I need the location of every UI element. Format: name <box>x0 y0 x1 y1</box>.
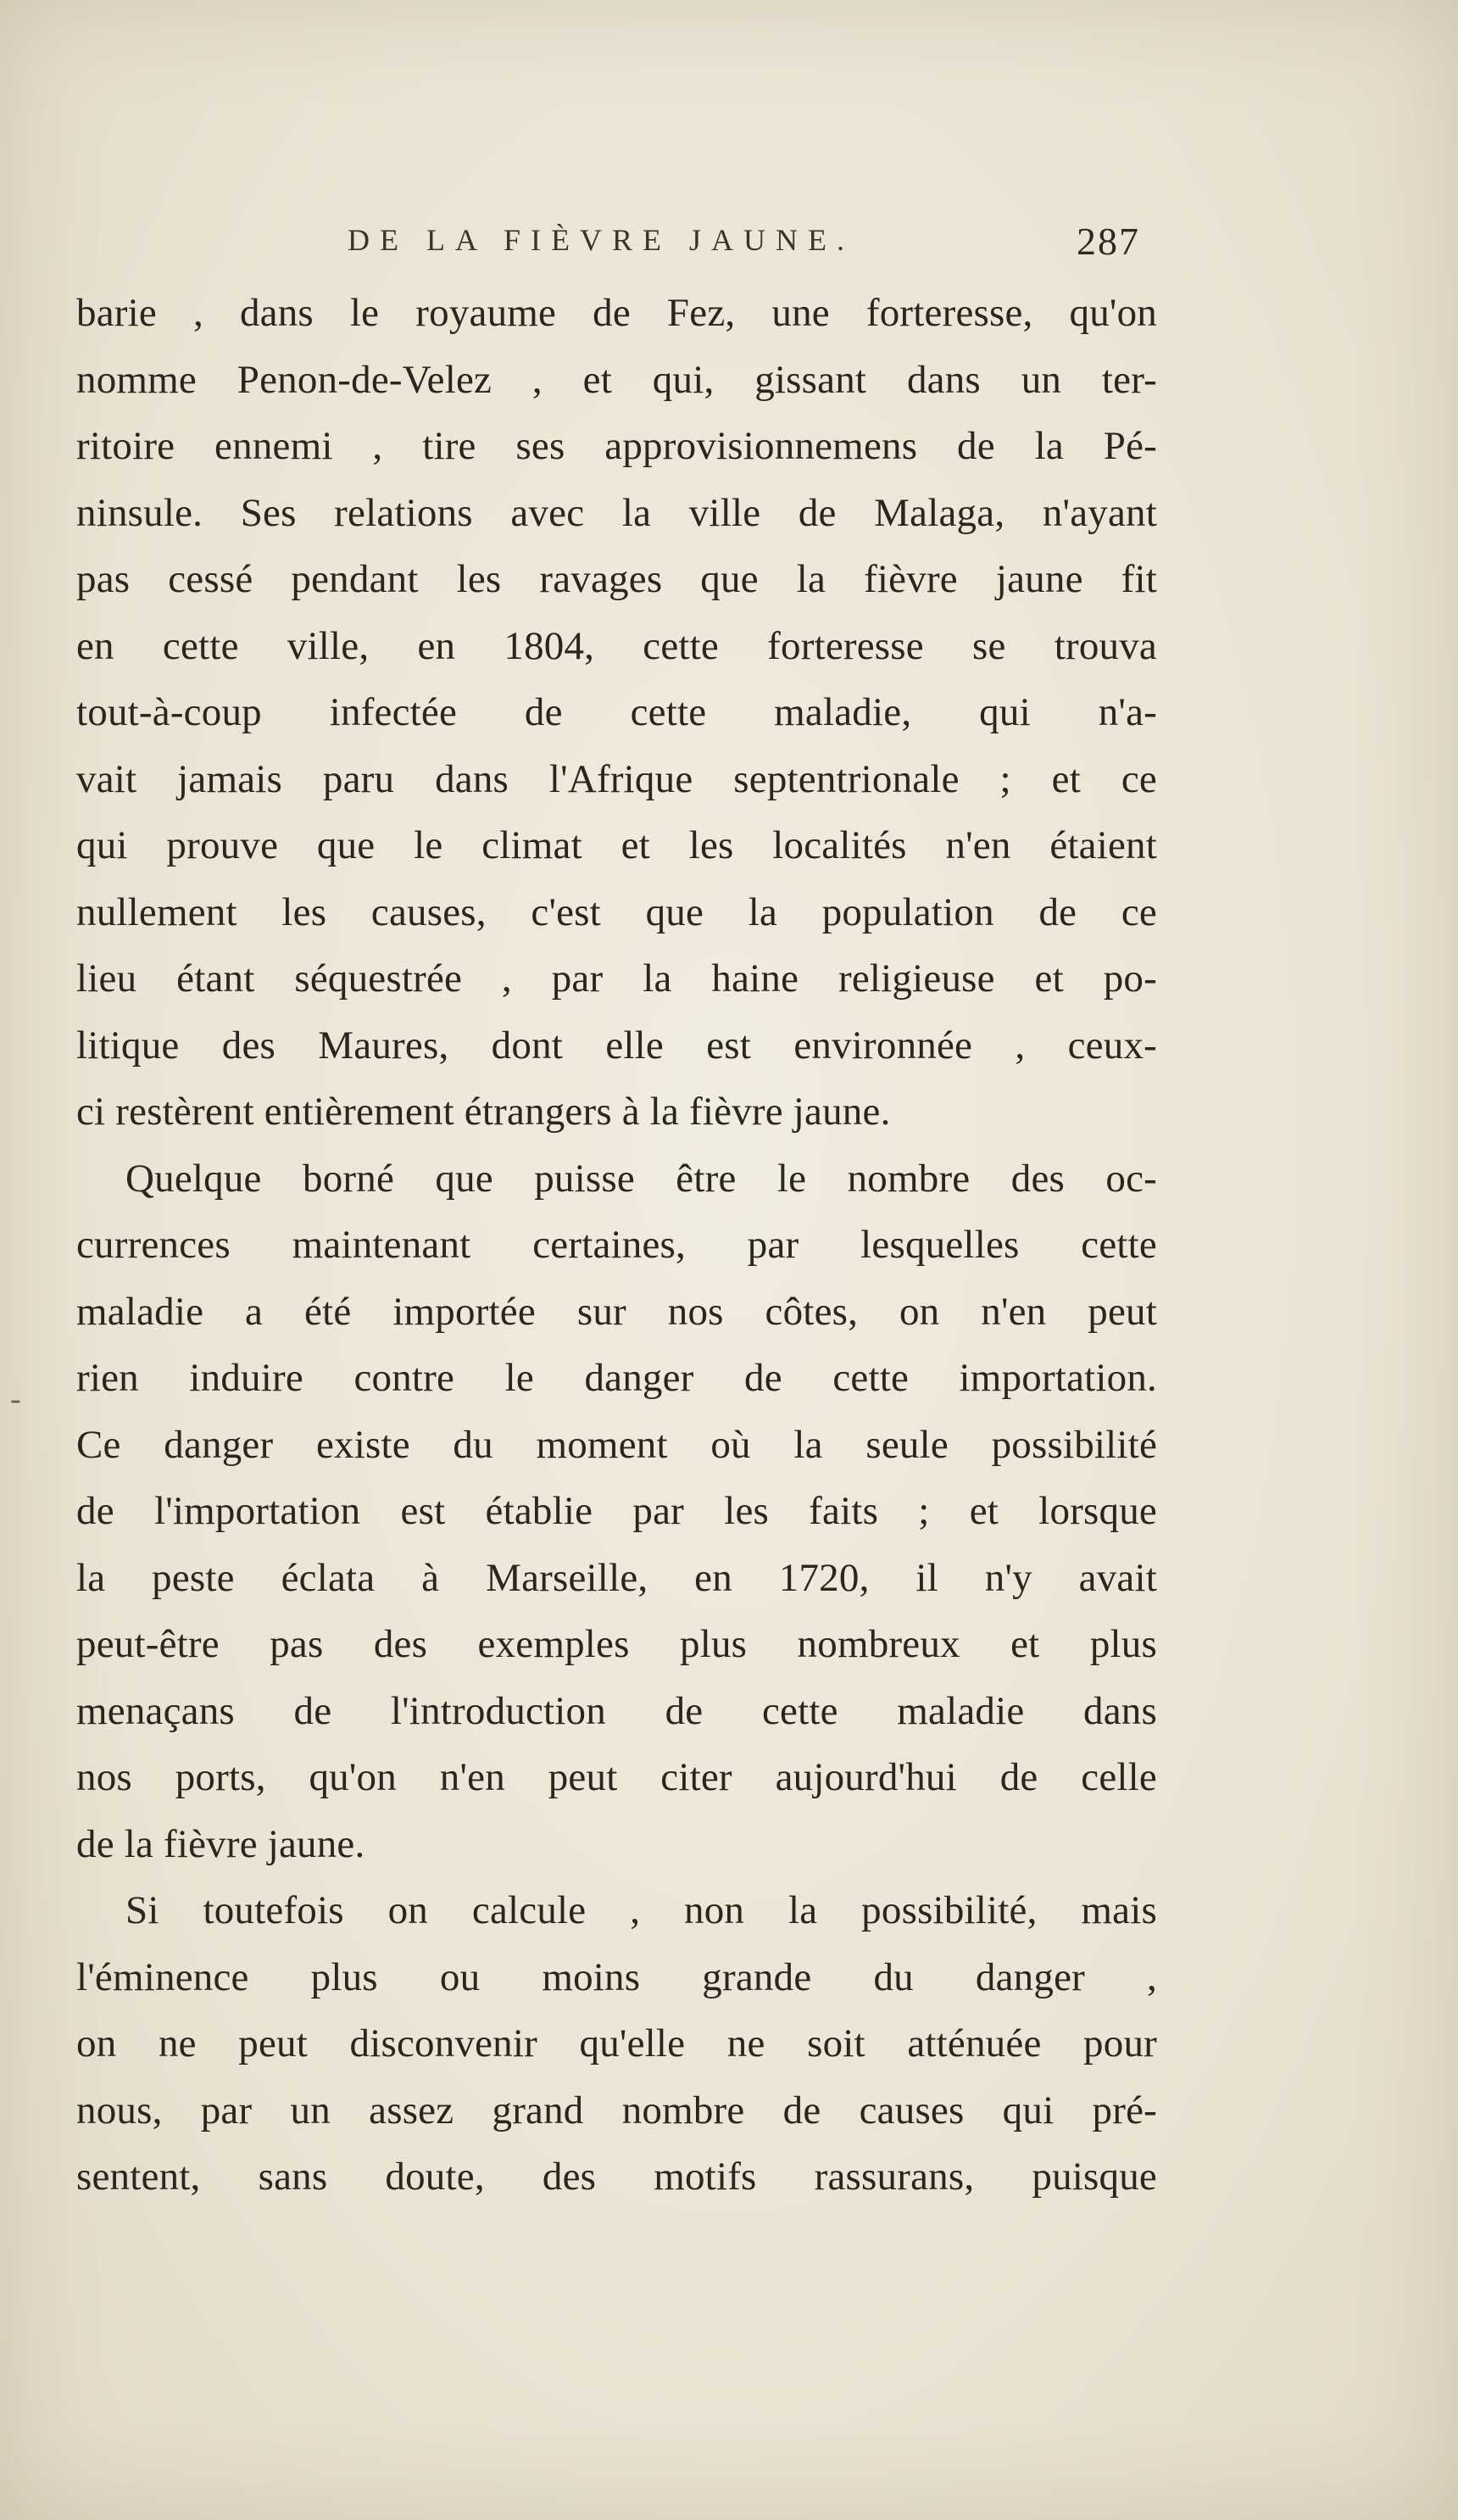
text-line: la peste éclata à Marseille, en 1720, il n'y avait <box>76 1555 1157 1600</box>
text-line: nomme Penon-de-Velez , et qui, gissant dans un ter- <box>76 357 1157 402</box>
text-line: litique des Maures, dont elle est environnée , ceux- <box>76 1023 1157 1068</box>
text-line: nullement les causes, c'est que la population de ce <box>76 889 1157 934</box>
text-line: de la fièvre jaune. <box>76 1821 365 1866</box>
text-line: barie , dans le royaume de Fez, une forteresse, qu'on <box>76 291 1157 335</box>
margin-mark: - <box>10 1381 21 1417</box>
text-line: ritoire ennemi , tire ses approvisionnemens de la Pé- <box>76 424 1157 468</box>
text-line: on ne peut disconvenir qu'elle ne soit atténuée pour <box>76 2021 1157 2066</box>
page-header <box>76 219 1157 270</box>
paragraph-start: Quelque borné que puisse être le nombre des oc- <box>125 1156 1157 1201</box>
text-line: de l'importation est établie par les faits ; et lorsque <box>76 1489 1157 1533</box>
text-line: qui prouve que le climat et les localités n'en étaient <box>76 823 1157 867</box>
text-line: Ce danger existe du moment où la seule possibilité <box>76 1422 1157 1467</box>
text-line: l'éminence plus ou moins grande du danger , <box>76 1954 1157 1999</box>
text-line: peut-être pas des exemples plus nombreux et plus <box>76 1622 1157 1666</box>
text-line: tout-à-coup infectée de cette maladie, qui n'a- <box>76 690 1157 734</box>
text-line: ci restèrent entièrement étrangers à la fièvre jaune. <box>76 1090 891 1134</box>
text-line: menaçans de l'introduction de cette maladie dans <box>76 1688 1157 1733</box>
running-title: DE LA FIÈVRE JAUNE. <box>348 223 854 257</box>
text-line: ninsule. Ses relations avec la ville de Malaga, n'ayant <box>76 490 1157 535</box>
text-line: currences maintenant certaines, par lesquelles cette <box>76 1223 1157 1267</box>
text-line: rien induire contre le danger de cette importation. <box>76 1356 1157 1400</box>
text-line: lieu étant séquestrée , par la haine religieuse et po- <box>76 956 1157 1001</box>
text-line: pas cessé pendant les ravages que la fièvre jaune fit <box>76 557 1157 601</box>
text-line: en cette ville, en 1804, cette forteresse se trouva <box>76 623 1157 668</box>
text-line: maladie a été importée sur nos côtes, on n'en peut <box>76 1289 1157 1334</box>
text-line: nos ports, qu'on n'en peut citer aujourd'hui de celle <box>76 1755 1157 1799</box>
paragraph-start: Si toutefois on calcule , non la possibilité, mais <box>125 1888 1157 1932</box>
text-line: nous, par un assez grand nombre de causes qui pré- <box>76 2088 1157 2133</box>
page-number: 287 <box>1077 220 1140 263</box>
body-text <box>76 280 1157 2211</box>
text-line: sentent, sans doute, des motifs rassurans, puisque <box>76 2155 1157 2199</box>
text-line: vait jamais paru dans l'Afrique septentrionale ; et ce <box>76 756 1157 801</box>
